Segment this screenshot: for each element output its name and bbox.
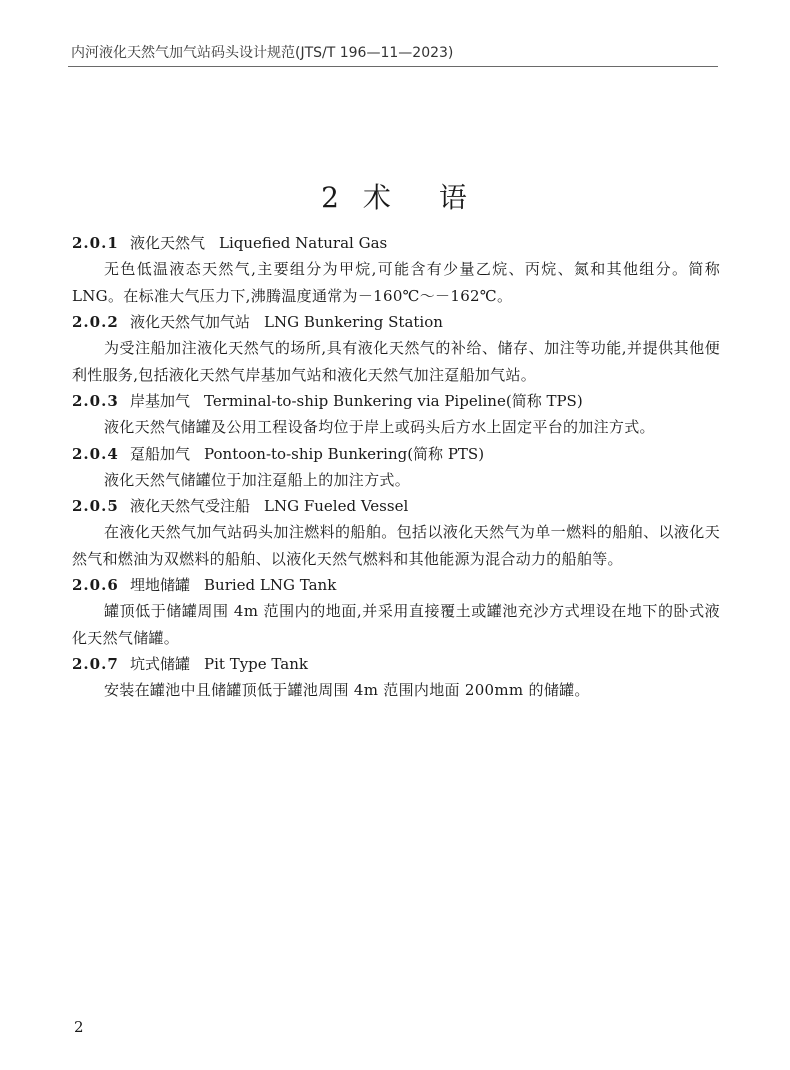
- term-heading: [72, 572, 720, 598]
- term-chinese: 液化天然气: [130, 234, 206, 252]
- term-entry: [72, 230, 720, 309]
- page-number: 2: [74, 1018, 84, 1036]
- term-entry: [72, 388, 720, 441]
- term-english: Terminal-to-ship Bunkering via Pipeline(简称 TPS): [204, 392, 583, 410]
- term-number: 2.0.5: [72, 497, 119, 515]
- term-chinese: 趸船加气: [130, 444, 191, 463]
- term-english: LNG Fueled Vessel: [264, 497, 409, 515]
- term-number: 2.0.1: [72, 234, 119, 252]
- term-number: 2.0.6: [72, 576, 119, 594]
- running-header: 内河液化天然气加气站码头设计规范(JTS/T 196—11—2023): [71, 45, 454, 61]
- term-number: 2.0.4: [72, 444, 119, 463]
- term-definition: 液化天然气储罐位于加注趸船上的加注方式。: [104, 470, 411, 489]
- term-entry: [72, 572, 720, 651]
- term-chinese: 岸基加气: [130, 392, 191, 410]
- term-number: 2.0.7: [72, 655, 119, 673]
- term-heading: [72, 230, 720, 256]
- chapter-title-word-1: 术: [362, 181, 393, 214]
- term-heading: [72, 651, 720, 677]
- term-definition: 无色低温液态天然气,主要组分为甲烷,可能含有少量乙烷、丙烷、氮和其他组分。简称 LNG。在标准大气压力下,沸腾温度通常为－160℃～－162℃。: [72, 260, 720, 305]
- term-entry: [72, 493, 720, 572]
- term-english: LNG Bunkering Station: [264, 313, 443, 331]
- term-chinese: 液化天然气受注船: [130, 497, 251, 515]
- term-english: Liquefied Natural Gas: [219, 234, 388, 252]
- term-chinese: 坑式储罐: [130, 655, 191, 673]
- term-definition: 罐顶低于储罐周围 4m 范围内的地面,并采用直接覆土或罐池充沙方式埋设在地下的卧式液化天然气储罐。: [72, 602, 720, 647]
- term-definition: 为受注船加注液化天然气的场所,具有液化天然气的补给、储存、加注等功能,并提供其他便利性服务,包括液化天然气岸基加气站和液化天然气加注趸船加气站。: [72, 339, 720, 384]
- term-definition: 安装在罐池中且储罐顶低于罐池周围 4m 范围内地面 200mm 的储罐。: [104, 681, 590, 699]
- term-english: Buried LNG Tank: [204, 576, 337, 594]
- term-entry: [72, 651, 720, 704]
- term-definition: 液化天然气储罐及公用工程设备均位于岸上或码头后方水上固定平台的加注方式。: [104, 418, 655, 436]
- header-divider: [68, 66, 718, 67]
- term-english: Pontoon-to-ship Bunkering(简称 PTS): [204, 444, 485, 463]
- terms-list: [72, 230, 720, 704]
- term-number: 2.0.3: [72, 392, 119, 410]
- chapter-title: [0, 176, 790, 216]
- term-number: 2.0.2: [72, 313, 119, 331]
- term-chinese: 埋地储罐: [130, 576, 191, 594]
- term-entry: [72, 441, 720, 494]
- chapter-number: 2: [321, 181, 341, 214]
- term-entry: [72, 309, 720, 388]
- term-chinese: 液化天然气加气站: [130, 313, 251, 331]
- term-heading: [72, 493, 720, 519]
- term-english: Pit Type Tank: [204, 655, 308, 673]
- term-heading: [72, 388, 720, 414]
- term-heading: [72, 309, 720, 335]
- chapter-title-word-2: 语: [438, 181, 469, 214]
- term-heading: [72, 441, 720, 467]
- term-definition: 在液化天然气加气站码头加注燃料的船舶。包括以液化天然气为单一燃料的船舶、以液化天然气和燃油为双燃料的船舶、以液化天然气燃料和其他能源为混合动力的船舶等。: [72, 523, 720, 568]
